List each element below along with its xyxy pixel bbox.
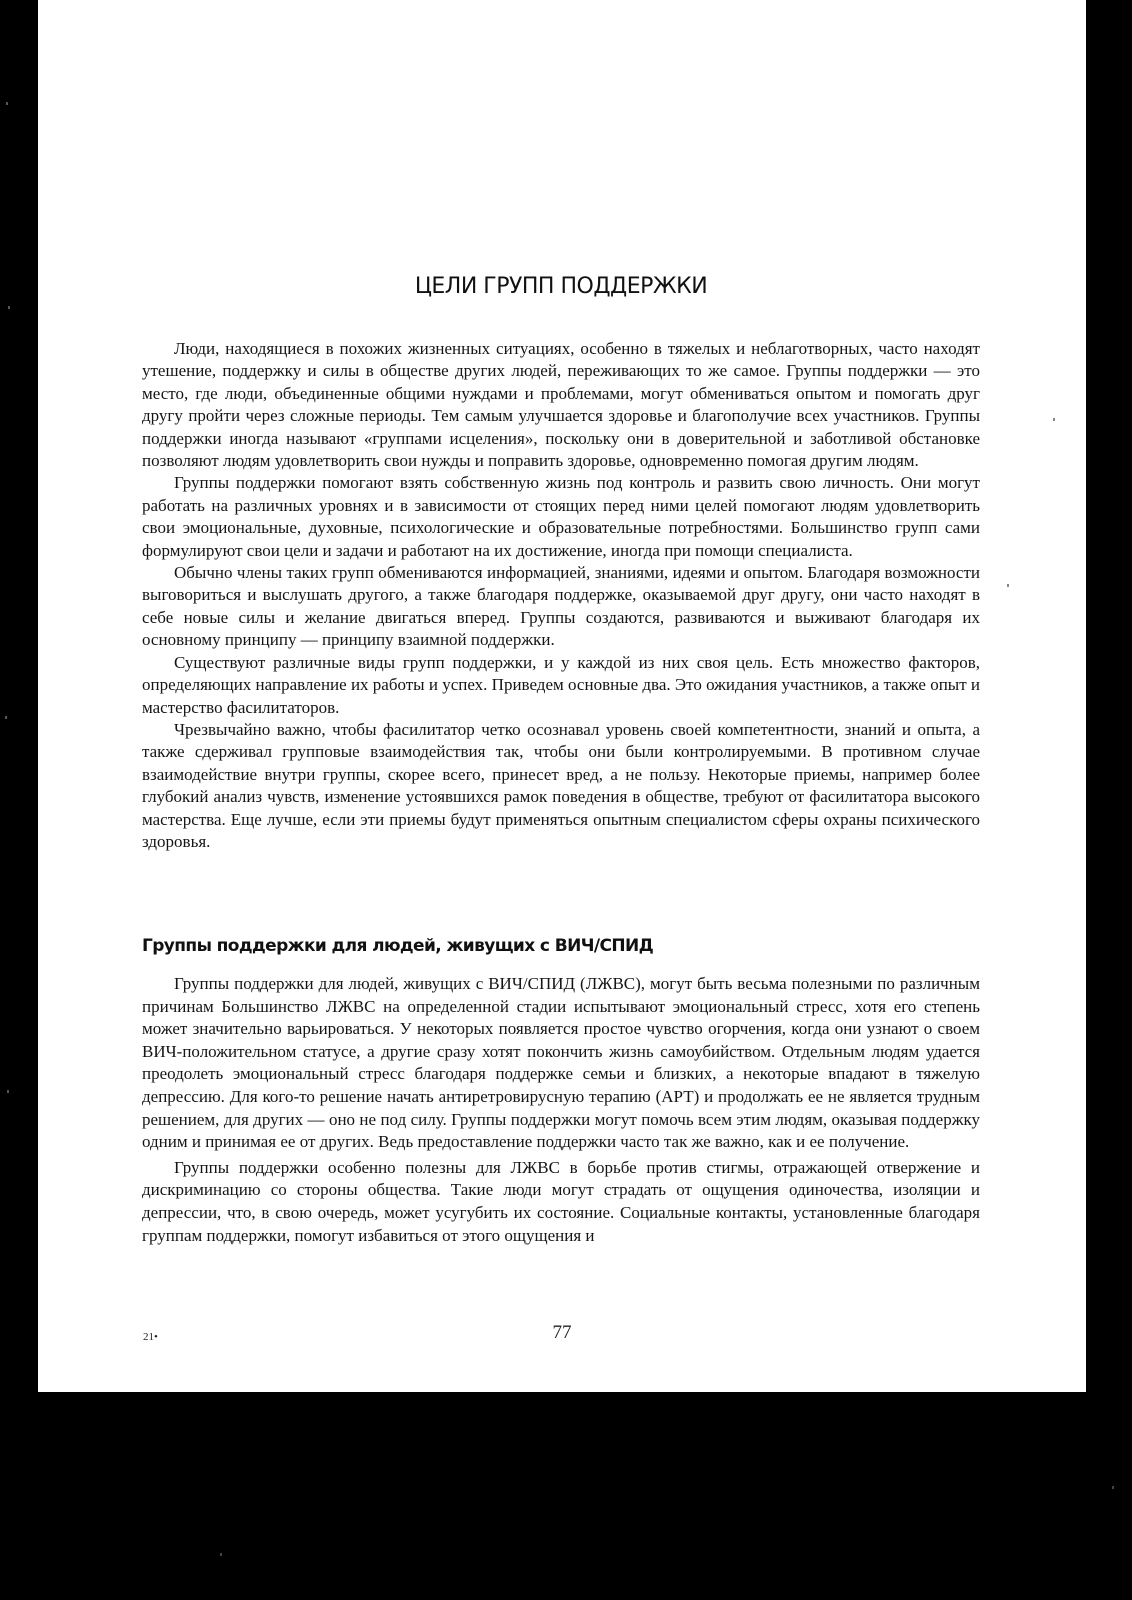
hiv-support-section [142, 973, 980, 1247]
paragraph: Люди, находящиеся в похожих жизненных ситуациях, особенно в тяжелых и неблаготворных, часто находят утешение, поддержку и силы в обществе других людей, переживающих то же самое. Группы поддержки — это место, где люди, объединенные общими нуждами и проблемами, могут обмениваться опытом и помогать друг другу пройти через сложные периоды. Тем самым улучшается здоровье и благополучие всех участников. Группы поддержки иногда называют «группами исцеления», поскольку они в доверительной и заботливой обстановке позволяют людям удовлетворить свои нужды и поправить здоровье, одновременно помогая другим людям. [142, 339, 980, 471]
page-number: 77 [552, 1322, 572, 1343]
scan-speck [6, 102, 8, 105]
paragraph: Чрезвычайно важно, чтобы фасилитатор четко осознавал уровень своей компетентности, знаний и опыта, а также сдерживал групповые взаимодействия так, чтобы они были контролируемыми. В противном случае взаимодействие внутри группы, скорее всего, принесет вред, а не пользу. Некоторые приемы, например более глубокий анализ чувств, изменение устоявшихся рамок поведения в обществе, требуют от фасилитатора высокого мастерства. Еще лучше, если эти приемы будут применяться опытным специалистом сферы охраны психического здоровья. [142, 719, 980, 851]
scan-speck [1007, 584, 1009, 587]
intro-section [142, 338, 980, 853]
scan-speck [8, 306, 10, 309]
paragraph: Группы поддержки особенно полезны для ЛЖВС в борьбе против стигмы, отражающей отвержение и дискриминацию со стороны общества. Такие люди могут страдать от ощущения одиночества, изоляции и депрессии, что, в свою очередь, может усугубить их состояние. Социальные контакты, установленные благодаря группам поддержки, помогут избавиться от этого ощущения и [142, 1157, 980, 1245]
scan-speck [1112, 1486, 1114, 1489]
scan-speck [1053, 418, 1055, 421]
signature-mark: 21• [143, 1331, 158, 1343]
scan-speck [5, 716, 7, 719]
scan-speck [220, 1553, 222, 1556]
paragraph: Группы поддержки помогают взять собственную жизнь под контроль и развить свою личность. Они могут работать на различных уровнях и в зависимости от стоящих перед ними целей помогают людям удовлетворить свои эмоциональные, духовные, психологические и образовательные потребностями. Большинство групп сами формулируют свои цели и задачи и работают на их достижение, иногда при помощи специалиста. [142, 473, 980, 560]
section-heading: Группы поддержки для людей, живущих с ВИЧ/СПИД [142, 936, 654, 956]
paragraph: Обычно члены таких групп обмениваются информацией, знаниями, идеями и опытом. Благодаря возможности выговориться и выслушать другого, а также благодаря поддержке, оказываемой друг другу, они часто находят в себе новые силы и желание двигаться вперед. Группы создаются, развиваются и выживают благодаря их основному принципу — принципу взаимной поддержки. [142, 563, 980, 650]
paragraph: Группы поддержки для людей, живущих с ВИЧ/СПИД (ЛЖВС), могут быть весьма полезными по различным причинам Большинство ЛЖВС на определенной стадии испытывают эмоциональный стресс, хотя его степень может значительно варьироваться. У некоторых появляется простое чувство огорчения, когда они узнают о своем ВИЧ-положительном статусе, а другие сразу хотят покончить жизнь самоубийством. Отдельным людям удается преодолеть эмоциональный стресс благодаря поддержке семьи и близких, а некоторые впадают в тяжелую депрессию. Для кого-то решение начать антиретровирусную терапию (АРТ) и продолжать ее не является трудным решением, для других — оно не под силу. Группы поддержки могут помочь всем этим людям, оказывая поддержку одним и принимая ее от других. Ведь предоставление поддержки часто так же важно, как и ее получение. [142, 974, 980, 1152]
document-page [38, 0, 1086, 1392]
page-title: ЦЕЛИ ГРУПП ПОДДЕРЖКИ [414, 274, 708, 299]
paragraph: Существуют различные виды групп поддержки, и у каждой из них своя цель. Есть множество факторов, определяющих направление их работы и успех. Приведем основные два. Это ожидания участников, а также опыт и мастерство фасилитаторов. [142, 652, 980, 717]
scan-speck [7, 1090, 9, 1093]
